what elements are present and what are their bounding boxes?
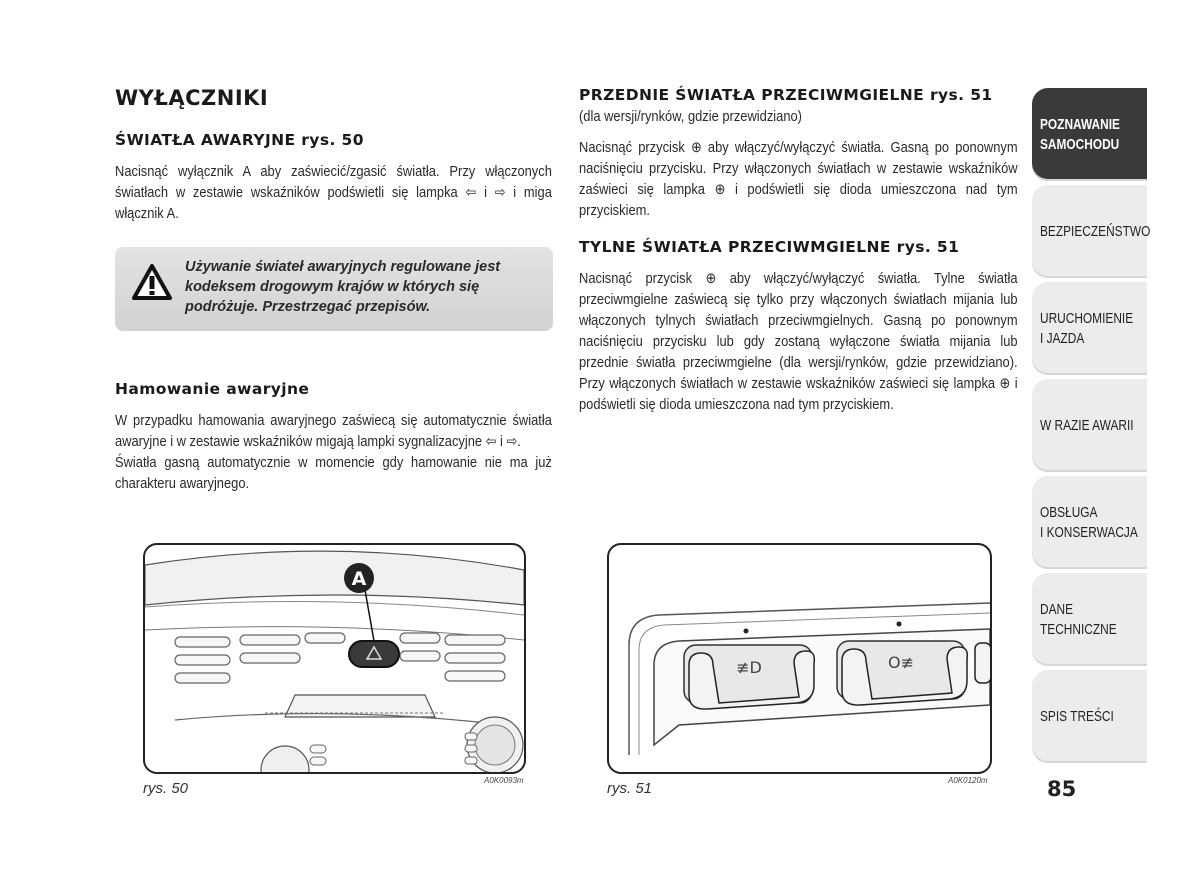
front-fog-icon: ≢D [736,658,762,677]
fig-50-code: A0K0093m [484,776,524,785]
warning-triangle-icon [131,263,173,301]
fig-51-label: rys. 51 [607,780,653,797]
fig-51-code: A0K0120m [948,776,988,785]
figure-51 [607,543,992,774]
fig-50-label: rys. 50 [143,780,189,797]
tab-label: DANE TECHNICZNE [1040,601,1117,638]
tab-label: POZNAWANIE SAMOCHODU [1040,116,1120,153]
tab-bezpieczenstwo[interactable] [1032,185,1151,278]
hazard-text: Nacisnąć wyłącznik A aby zaświecić/zgasić światła. Przy włączonych światłach w zestawie wskaźników podświetli się lampka ⇦ i ⇨ i miga włącznik A. [115,163,552,222]
dashboard-hazard-illustration [145,545,524,772]
front-fog-text: Nacisnąć przycisk ⊕ aby włączyć/wyłączyć światła. Gasną po ponownym naciśnięciu przycisku. Przy włączonych światłach w zestawie wskaźników zaświeci się lampka ⊕ i podświetli się dioda umieszczona nad tym przyciskiem. [579,139,1018,219]
braking-paragraph [115,410,552,494]
front-fog-heading: PRZEDNIE ŚWIATŁA PRZECIWMGIELNE rys. 51 [579,86,993,104]
tab-w-razie-awarii[interactable] [1032,379,1147,472]
page-number: 85 [1047,777,1077,801]
page-title: WYŁĄCZNIKI [115,86,269,110]
rear-fog-icon: O≢ [888,653,914,672]
tab-uruchomienie-i-jazda[interactable] [1032,282,1147,375]
front-fog-paragraph [579,137,1018,221]
rear-fog-text: Nacisnąć przycisk ⊕ aby włączyć/wyłączyć światła. Tylne światła przeciwmgielne zaświecą się tylko przy włączonych światłach mijania lub włączonych tylnych światłach przeciwmgielnych. Gasną po ponownym naciśnięciu przycisku lub gdy zostaną wyłączone światła mijania lub przednie światła przeciwmgielne (dla wersji/rynków, gdzie przewidziano). Przy włączonych światłach w zestawie wskaźników zaświeci się lampka ⊕ i podświetli się dioda umieszczona nad tym przyciskiem. [579,270,1018,413]
tab-label: W RAZIE AWARII [1040,417,1134,434]
tab-poznawanie-samochodu[interactable] [1032,88,1147,181]
marker-a: A [351,568,367,590]
hazard-paragraph [115,161,552,224]
front-fog-sub: (dla wersji/rynków, gdzie przewidziano) [579,108,802,125]
braking-text-1: W przypadku hamowania awaryjnego zaświecą się automatycznie światła awaryjne i w zestawie wskaźników migają lampki sygnalizacyjne ⇦ i ⇨. [115,412,552,450]
warning-text: Używanie świateł awaryjnych regulowane jest kodeksem drogowym krajów w których się podróżuje. Przestrzegać przepisów. [185,259,501,315]
fog-switches-illustration [609,545,990,772]
figure-50 [143,543,526,774]
tab-dane-techniczne[interactable] [1032,573,1147,666]
tab-label: BEZPIECZEŃSTWO [1040,223,1151,240]
braking-heading: Hamowanie awaryjne [115,380,310,398]
tab-spis-tresci[interactable] [1032,670,1147,763]
tab-label: OBSŁUGA I KONSERWACJA [1040,504,1138,541]
rear-fog-heading: TYLNE ŚWIATŁA PRZECIWMGIELNE rys. 51 [579,238,960,256]
braking-text-2: Światła gasną automatycznie w momencie gdy hamowanie nie ma już charakteru awaryjnego. [115,454,552,492]
tab-label: URUCHOMIENIE I JAZDA [1040,310,1134,347]
tab-label: SPIS TREŚCI [1040,708,1114,725]
warning-box [115,247,553,331]
tab-obsluga-i-konserwacja[interactable] [1032,476,1147,569]
rear-fog-paragraph [579,268,1018,415]
hazard-heading: ŚWIATŁA AWARYJNE rys. 50 [115,131,364,149]
